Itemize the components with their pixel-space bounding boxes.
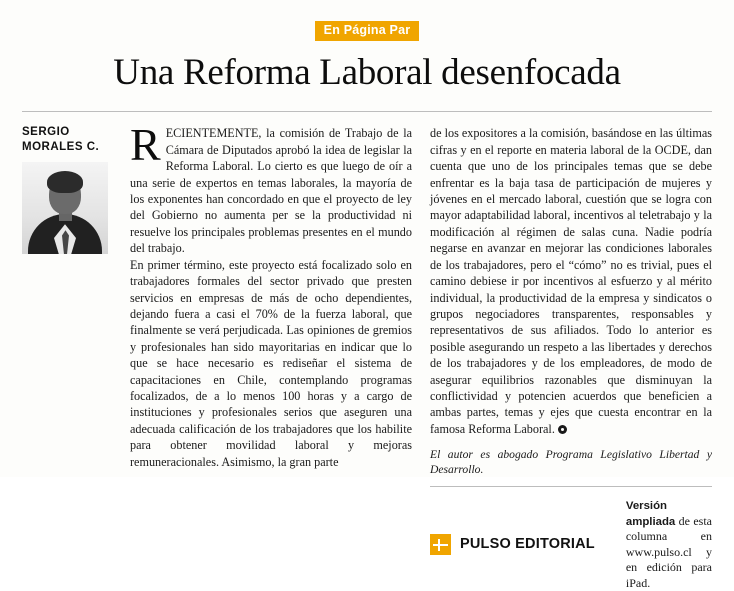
section-kicker: En Página Par	[315, 21, 420, 41]
paragraph-intro	[130, 119, 412, 256]
text-columns	[130, 119, 712, 590]
end-of-article-icon	[558, 425, 567, 434]
drop-cap: R	[130, 119, 161, 171]
footer-bar	[430, 498, 712, 591]
paragraph-intro-text: ECIENTEMENTE, la comisión de Trabajo de la Cámara de Diputados aprobó la idea de legislar la Reforma Laboral. Lo cierto es que luego de oír a una serie de expertos en temas laborales, la mayoría de los exponentes han concordado en que el proyecto de ley del Gobierno no aumenta per se la productividad ni resuelve los principales problemas presentes en el mundo del trabajo.	[130, 126, 412, 256]
paragraph-right-1-text: de los expositores a la comisión, basándose en las últimas cifras y en el reporte en materia laboral de la OCDE, dan cuenta que uno de los principales temas que se debe enfrentar es la baja tasa de participación de mujeres y jóvenes en el mercado laboral, cuestión que se logra con mayor adaptabilidad laboral, incentivos al teletrabajo y la modificación al régimen de salas cuna. Nadie podría negarse en avanzar en mejorar las condiciones laborales de los trabajadores, pero el “cómo” no es trivial, pues el camino debiese ir por incentivos al esfuerzo y al mérito individual, la productividad de la empresa y sindicatos o grupos negociadores transparentes, responsables y representativos de sus afiliados. Todo lo anterior es posible asegurando un respeto a las libertades y derechos de los trabajadores y de los empleadores, de modo de asegurar equilibrios razonables que disminuyan la conflictividad y potencien acuerdos que beneficien a ambas partes, temas y ejes que cuesta encontrar en la famosa Reforma Laboral.	[430, 126, 712, 436]
paragraph-left-2: En primer término, este proyecto está focalizado solo en trabajadores formales del sector privado que presten servicios en empresas de más de ocho dependientes, dejando fuera a casi el 70% de la fuerza laboral, que finalmente se verá perjudicada. Las opiniones de gremios y profesionales han sido mayoritarias en indicar que lo que se hace necesario es rediseñar el sistema de capacitaciones en Chile, contemplando programas focalizados, de a lo menos 100 horas y a cargo de instituciones y profesionales serios que aseguren una adecuada calificación de los trabajadores que los habilite para obtener movilidad laboral y mejoras remuneracionales. Asimismo, la gran parte	[130, 257, 412, 469]
author-name	[22, 125, 120, 154]
paragraph-right-1	[430, 125, 712, 437]
pulse-brand-label: PULSO EDITORIAL	[460, 535, 595, 552]
author-portrait	[22, 162, 108, 254]
page-title: Una Reforma Laboral desenfocada	[113, 51, 621, 93]
author-name-line1: SERGIO	[22, 126, 70, 139]
divider-top	[22, 111, 712, 112]
author-name-line2: MORALES C.	[22, 140, 100, 153]
article-body	[22, 119, 712, 590]
author-credit: El autor es abogado Programa Legislativo Libertad y Desarrollo.	[430, 448, 712, 477]
portrait-hair	[47, 171, 83, 193]
divider-credit	[430, 486, 712, 487]
column-left	[130, 119, 412, 590]
footer-note-rest: de esta columna en www.pulso.cl y en edición para iPad.	[625, 513, 712, 590]
author-column	[22, 125, 130, 590]
footer-note-container	[604, 498, 712, 591]
column-right	[430, 125, 712, 590]
footer-note-bold: Versión ampliada	[625, 500, 676, 528]
kicker-container	[22, 0, 712, 41]
footer-note	[626, 498, 712, 591]
pulse-logo-icon	[430, 534, 451, 555]
